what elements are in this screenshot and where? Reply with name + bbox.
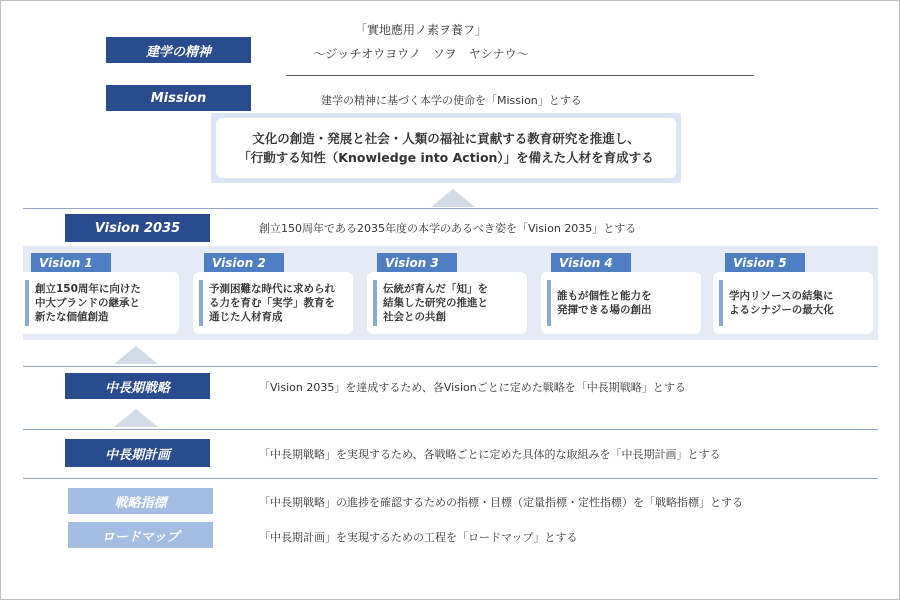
vision-5-line-2: よるシナジーの最大化 [729,304,834,316]
vision-1-box [19,272,179,334]
vision-4-box [541,272,701,334]
vision-4-tab: Vision 4 [551,253,631,272]
vision2035-description: 創立150周年である2035年度の本学のあるべき姿を「Vision 2035」とする [259,222,637,235]
vision-3-line-1: 伝統が育んだ「知」を [383,283,488,295]
vision-5-line-1: 学内リソースの結集に [729,290,834,302]
vision-1-bar [25,280,29,326]
motto-line-1: 「實地應用ノ素ヲ養フ」 [354,23,487,37]
plan-divider [23,429,878,430]
arrow-up-triangle-strategy [114,346,158,364]
mission-statement-line-2: 「行動する知性（Knowledge into Action）」を備えた人材を育成する [238,150,654,165]
vision2035-label: Vision 2035 [65,214,210,242]
roadmap-description: 「中長期計画」を実現するための工程を「ロードマップ」とする [259,531,578,544]
vision-2-tab: Vision 2 [204,253,284,272]
vision-4-line-1: 誰もが個性と能力を [557,290,652,302]
mid-long-plan-label: 中長期計画 [65,439,210,467]
strategy-divider [23,366,878,367]
motto-line-2: 〜ジッチオウヨウノ ソヲ ヤシナウ〜 [313,47,529,61]
strategy-indicators-description: 「中長期戦略」の進捗を確認するための指標・目標（定量指標・定性指標）を「戦略指標」とする [259,496,743,509]
vision-1-line-3: 新たな価値創造 [35,311,109,323]
vision-3-box [367,272,527,334]
vision-2-bar [199,280,203,326]
arrow-up-triangle [431,189,475,207]
vision-4-line-2: 発揮できる場の創出 [557,304,652,316]
vision-2-line-1: 予測困難な時代に求められ [209,283,335,295]
vision-1-line-2: 中大ブランドの継承と [35,297,140,309]
mission-label: Mission [106,85,251,111]
roadmap-label: ロードマップ [68,522,213,548]
mission-description: 建学の精神に基づく本学の使命を「Mission」とする [321,94,582,107]
vision-3-line-3: 社会との共創 [383,311,446,323]
mid-long-plan-description: 「中長期戦略」を実現するため、各戦略ごとに定めた具体的な取組みを「中長期計画」とする [259,448,721,461]
vision-1-tab: Vision 1 [31,253,111,272]
strategy-indicators-label: 戦略指標 [68,488,213,514]
vision-2-box [193,272,353,334]
mission-statement-box [211,113,681,183]
vision-3-bar [373,280,377,326]
vision-divider [23,208,878,209]
vision-4-bar [547,280,551,326]
vision-1-line-1: 創立150周年に向けた [35,283,141,295]
vision-3-line-2: 結集した研究の推進と [383,297,488,309]
mid-long-strategy-description: 「Vision 2035」を達成するため、各Visionごとに定めた戦略を「中長期戦略」とする [259,381,686,394]
indicator-divider [23,478,878,479]
vision-5-tab: Vision 5 [725,253,805,272]
arrow-up-triangle-plan [114,409,158,427]
motto-divider [286,75,754,76]
mission-statement-line-1: 文化の創造・発展と社会・人類の福祉に貢献する教育研究を推進し、 [252,131,640,146]
vision-5-box [713,272,873,334]
vision-3-tab: Vision 3 [377,253,457,272]
vision-2-line-3: 通じた人材育成 [209,311,283,323]
vision-5-bar [719,280,723,326]
mid-long-strategy-label: 中長期戦略 [65,373,210,399]
vision-2-line-2: る力を育む「実学」教育を [209,297,335,309]
founding-spirit-label: 建学の精神 [106,37,251,63]
